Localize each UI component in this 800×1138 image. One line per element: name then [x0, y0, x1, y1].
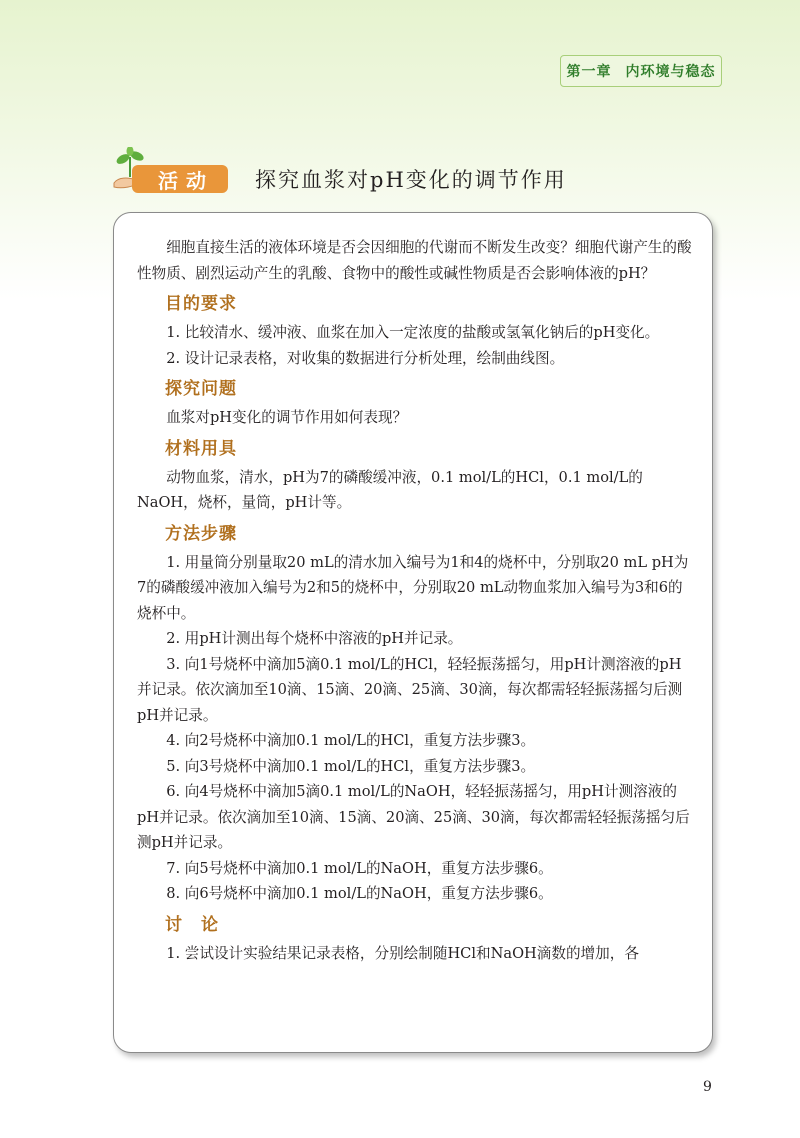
objective-item: 1. 比较清水、缓冲液、血浆在加入一定浓度的盐酸或氢氧化钠后的pH变化。	[166, 324, 660, 341]
objective-item: 2. 设计记录表格，对收集的数据进行分析处理，绘制曲线图。	[166, 349, 565, 367]
chapter-title: 内环境与稳态	[625, 64, 716, 80]
section-heading-materials: 材料用具	[165, 438, 237, 459]
method-step: 8. 向6号烧杯中滴加0.1 mol/L的NaOH，重复方法步骤6。	[166, 885, 553, 902]
method-step: 4. 向2号烧杯中滴加0.1 mol/L的HCl，重复方法步骤3。	[166, 732, 536, 749]
activity-label: 活动	[132, 165, 228, 193]
method-step: 7. 向5号烧杯中滴加0.1 mol/L的NaOH，重复方法步骤6。	[166, 859, 553, 877]
activity-title: 探究血浆对pH变化的调节作用	[255, 168, 567, 192]
materials-text: 动物血浆，清水，pH为7的磷酸缓冲液，0.1 mol/L的HCl，0.1 mol/L的NaOH，烧杯，量筒，pH计等。	[137, 468, 643, 511]
discussion-item: 1. 尝试设计实验结果记录表格，分别绘制随HCl和NaOH滴数的增加，各	[166, 944, 639, 962]
method-step: 5. 向3号烧杯中滴加0.1 mol/L的HCl，重复方法步骤3。	[166, 757, 536, 775]
content	[137, 235, 692, 966]
method-step: 3. 向1号烧杯中滴加5滴0.1 mol/L的HCl，轻轻振荡摇匀，用pH计测溶液的pH并记录。依次滴加至10滴、15滴、20滴、25滴、30滴，每次都需轻轻振荡摇匀后测pH并记录。	[137, 655, 683, 724]
section-heading-discussion: 讨 论	[165, 914, 219, 935]
method-step: 1. 用量筒分别量取20 mL的清水加入编号为1和4的烧杯中，分别取20 mL pH为7的磷酸缓冲液加入编号为2和5的烧杯中，分别取20 mL动物血浆加入编号为3和6的烧杯中。	[137, 553, 689, 622]
section-heading-question: 探究问题	[165, 379, 237, 399]
question-text: 血浆对pH变化的调节作用如何表现？	[166, 409, 408, 426]
section-heading-objectives: 目的要求	[165, 294, 237, 314]
intro-paragraph: 细胞直接生活的液体环境是否会因细胞的代谢而不断发生改变？细胞代谢产生的酸性物质、剧烈运动产生的乳酸、食物中的酸性或碱性物质是否会影响体液的pH？	[137, 239, 692, 282]
chapter-number: 第一章	[566, 64, 612, 80]
section-heading-methods: 方法步骤	[165, 523, 237, 544]
chapter-header	[560, 55, 722, 87]
page-number: 9	[703, 1079, 712, 1095]
method-step: 6. 向4号烧杯中滴加5滴0.1 mol/L的NaOH，轻轻振荡摇匀，用pH计测溶液的pH并记录。依次滴加至10滴、15滴、20滴、25滴、30滴，每次都需轻轻振荡摇匀后测pH并记录。	[137, 783, 690, 851]
activity-badge	[110, 147, 228, 197]
method-step: 2. 用pH计测出每个烧杯中溶液的pH并记录。	[166, 630, 463, 647]
